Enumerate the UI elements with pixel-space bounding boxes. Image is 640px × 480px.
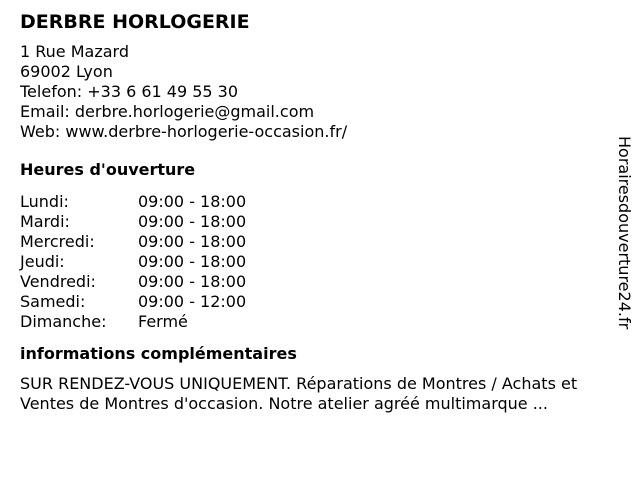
day-label: Lundi: — [20, 192, 69, 211]
opening-hours-title: Heures d'ouverture — [20, 160, 196, 179]
hours-row-jeudi — [20, 252, 246, 272]
additional-info-title: informations complémentaires — [20, 344, 297, 363]
hours-row-lundi — [20, 192, 246, 212]
day-hours: 09:00 - 18:00 — [138, 232, 247, 251]
web-line: Web: www.derbre-horlogerie-occasion.fr/ — [20, 122, 348, 141]
day-hours: Fermé — [138, 312, 188, 331]
opening-hours-table — [20, 192, 246, 332]
day-label: Dimanche: — [20, 312, 107, 331]
phone-line: Telefon: +33 6 61 49 55 30 — [20, 82, 239, 101]
email-line: Email: derbre.horlogerie@gmail.com — [20, 102, 315, 121]
day-label: Mercredi: — [20, 232, 95, 251]
business-card — [20, 10, 620, 414]
hours-row-dimanche — [20, 312, 246, 332]
business-name: DERBRE HORLOGERIE — [20, 11, 250, 33]
day-label: Jeudi: — [20, 252, 65, 271]
hours-row-mardi — [20, 212, 246, 232]
day-label: Samedi: — [20, 292, 86, 311]
day-hours: 09:00 - 18:00 — [138, 192, 247, 211]
day-hours: 09:00 - 18:00 — [138, 212, 247, 231]
day-hours: 09:00 - 18:00 — [138, 272, 247, 291]
hours-row-vendredi — [20, 272, 246, 292]
hours-row-samedi — [20, 292, 246, 312]
additional-info-text: SUR RENDEZ-VOUS UNIQUEMENT. Réparations de Montres / Achats et Ventes de Montres d'occasion. Notre atelier agréé multimarque ... — [20, 374, 578, 413]
site-watermark: Horairesdouverture24.fr — [615, 136, 634, 330]
address-street: 1 Rue Mazard — [20, 42, 129, 61]
day-hours: 09:00 - 12:00 — [138, 292, 247, 311]
address-city: 69002 Lyon — [20, 62, 113, 81]
day-label: Vendredi: — [20, 272, 96, 291]
day-label: Mardi: — [20, 212, 70, 231]
hours-row-mercredi — [20, 232, 246, 252]
day-hours: 09:00 - 18:00 — [138, 252, 247, 271]
